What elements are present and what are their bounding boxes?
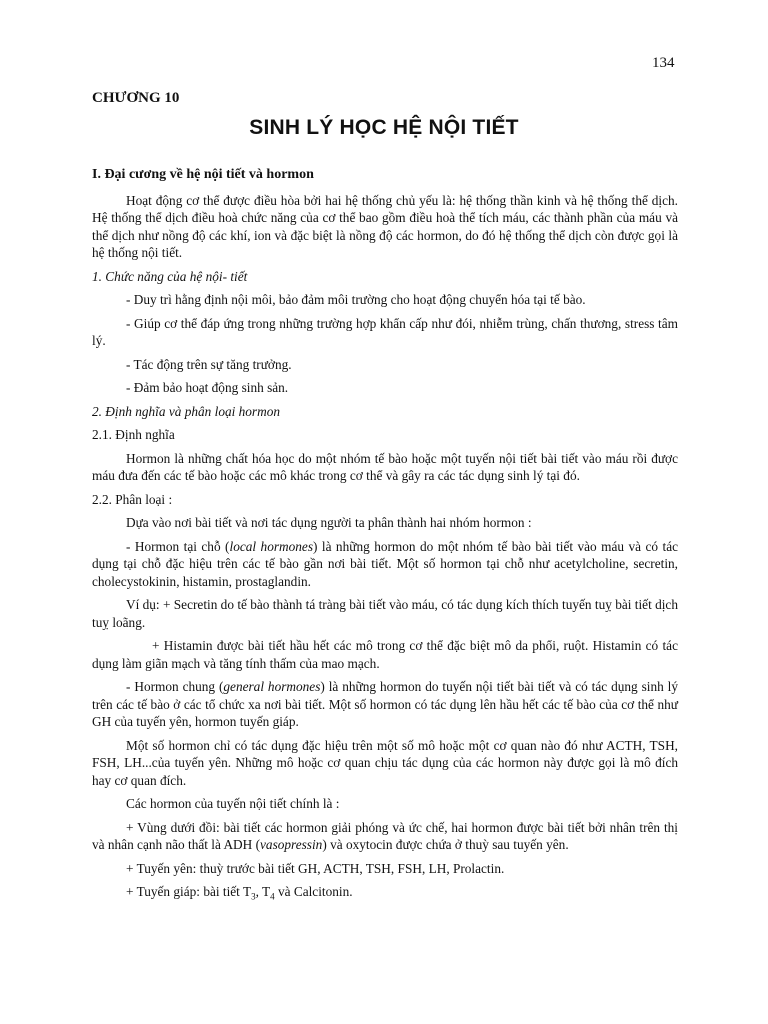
example-histamin: + Histamin được bài tiết hầu hết các mô trong cơ thể đặc biệt mô da phổi, ruột. Histamin có tác dụng làm giãn mạch và tăng tính thấm của mao mạch. bbox=[92, 638, 678, 671]
definition-heading: 2. Định nghĩa và phân loại hormon bbox=[92, 403, 281, 419]
page-number: 134 bbox=[652, 55, 675, 71]
chapter-label: CHƯƠNG 10 bbox=[92, 90, 180, 106]
document-body bbox=[92, 166, 678, 901]
page-title: SINH LÝ HỌC HỆ NỘI TIẾT bbox=[249, 116, 519, 139]
section-heading: I. Đại cương về hệ nội tiết và hormon bbox=[92, 167, 314, 182]
hypothalamus-item: + Vùng dưới đồi: bài tiết các hormon giải phóng và ức chế, hai hormon được bài tiết bởi nhân trên thị và nhân cạnh não thất là ADH (vasopressin) và oxytocin được chứa ở thuỳ sau tuyến yên. bbox=[92, 819, 678, 852]
function-item: - Tác động trên sự tăng trưởng. bbox=[126, 356, 292, 372]
pituitary-item: + Tuyến yên: thuỳ trước bài tiết GH, ACTH, TSH, FSH, LH, Prolactin. bbox=[126, 860, 505, 876]
main-glands-intro: Các hormon của tuyến nội tiết chính là : bbox=[126, 796, 340, 811]
subheading-definition: 2.1. Định nghĩa bbox=[92, 427, 175, 442]
definition-paragraph: Hormon là những chất hóa học do một nhóm tế bào hoặc một tuyến nội tiết bài tiết vào máu rồi được máu đưa đến các tế bào hoặc các mô khác trong cơ thể và gây ra các tác dụng sinh lý tại đó. bbox=[92, 450, 678, 483]
function-item: - Đảm bảo hoạt động sinh sản. bbox=[126, 380, 289, 395]
function-item: - Duy trì hằng định nội môi, bảo đảm môi trường cho hoạt động chuyển hóa tại tế bào. bbox=[126, 292, 586, 307]
subheading-classification: 2.2. Phân loại : bbox=[92, 491, 173, 507]
function-heading: 1. Chức năng của hệ nội- tiết bbox=[92, 268, 248, 284]
specific-hormones-paragraph: Một số hormon chỉ có tác dụng đặc hiệu trên một số mô hoặc một cơ quan nào đó như ACTH, TSH, FSH, LH...của tuyến yên. Những mô hoặc cơ quan chịu tác dụng của các hormon này được gọi là mô đích hay cơ quan đích. bbox=[92, 737, 678, 788]
local-hormones-paragraph: - Hormon tại chỗ (local hormones) là những hormon do một nhóm tế bào bài tiết vào máu và có tác dụng tại chỗ đặc hiệu trên các tế bào gần nơi bài tiết. Một số hormon tại chỗ như acetylcholine, secretin, cholecystokinin, histamin, prostaglandin. bbox=[92, 538, 679, 589]
thyroid-item: + Tuyến giáp: bài tiết $T_3$, $T_4$ và Calcitonin. bbox=[126, 884, 353, 902]
example-secretin: Ví dụ: + Secretin do tế bào thành tá tràng bài tiết vào máu, có tác dụng kích thích tuyến tuỵ bài tiết dịch tuỵ loãng. bbox=[92, 597, 678, 630]
classification-intro: Dựa vào nơi bài tiết và nơi tác dụng người ta phân thành hai nhóm hormon : bbox=[126, 515, 532, 530]
intro-paragraph: Hoạt động cơ thể được điều hòa bởi hai hệ thống chủ yếu là: hệ thống thần kinh và hệ thống thể dịch. Hệ thống thể dịch điều hoà chức năng của cơ thể bao gồm điều hoà thể tích máu, các thành phần của máu và thể dịch như nồng độ các khí, ion và đặc biệt là nồng độ các hormon, do đó hệ thống thể dịch còn được gọi là hệ thống nội tiết. bbox=[92, 192, 678, 260]
function-item: - Giúp cơ thể đáp ứng trong những trường hợp khẩn cấp như đói, nhiễm trùng, chấn thương, stress tâm lý. bbox=[92, 315, 678, 348]
general-hormones-paragraph: - Hormon chung (general hormones) là những hormon do tuyến nội tiết bài tiết và có tác dụng sinh lý trên các tế bào ở các tổ chức xa nơi bài tiết. Một số hormon có tác dụng lên hầu hết các tế bào của cơ thể như GH của tuyến yên, hormon tuyến giáp. bbox=[92, 679, 678, 729]
